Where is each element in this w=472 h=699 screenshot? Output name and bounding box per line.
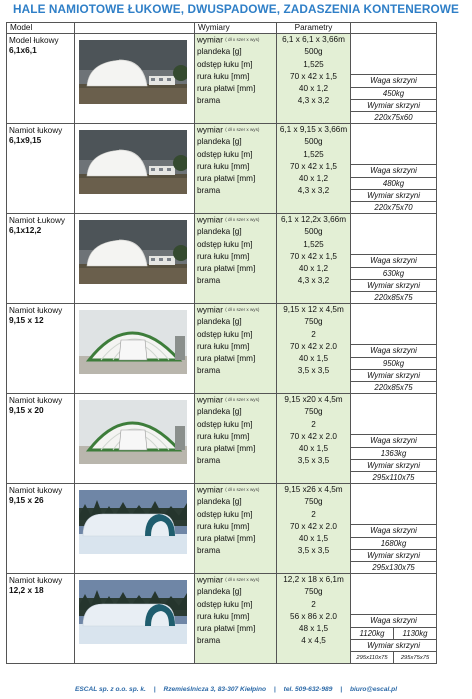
label-brama: brama bbox=[197, 186, 221, 196]
photo-cell bbox=[75, 394, 195, 484]
param-labels-cell bbox=[195, 214, 277, 304]
label-brama: brama bbox=[197, 366, 221, 376]
value-wymiar: 6,1 x 6,1 x 3,66m bbox=[282, 35, 345, 45]
label-rura-platwi: rura płatwi [mm] bbox=[197, 623, 256, 633]
label-wymiar: wymiar ( dł x szer x wys) bbox=[197, 305, 260, 315]
param-labels-cell bbox=[195, 394, 277, 484]
model-name: Namiot łukowy bbox=[9, 396, 63, 406]
footer-company: ESCAL sp. z o.o. sp. k. bbox=[74, 686, 146, 693]
footer-separator: | bbox=[153, 686, 156, 693]
crate-weight-label: Waga skrzyni bbox=[351, 614, 436, 626]
photo-cell bbox=[75, 484, 195, 574]
label-rura-luku: rura łuku [mm] bbox=[197, 251, 250, 261]
value-wymiar: 12,2 x 18 x 6,1m bbox=[283, 575, 344, 585]
table-row bbox=[7, 214, 437, 304]
value-plandeka: 500g bbox=[304, 227, 323, 237]
label-rura-luku: rura łuku [mm] bbox=[197, 521, 250, 531]
crate-weight-value: 1120kg bbox=[359, 628, 385, 638]
tent-photo-white-tent-cloudy bbox=[79, 220, 187, 284]
model-cell bbox=[7, 304, 75, 394]
header-dims: Wymiary bbox=[195, 23, 277, 34]
value-rura-luku: 56 x 86 x 2.0 bbox=[290, 611, 337, 621]
model-size: 6,1x9,15 bbox=[9, 134, 42, 145]
label-brama: brama bbox=[197, 456, 221, 466]
value-odstep: 2 bbox=[311, 509, 316, 519]
value-rura-platwi: 40 x 1,5 bbox=[298, 533, 329, 543]
label-rura-luku: rura łuku [mm] bbox=[197, 431, 250, 441]
spec-table bbox=[6, 22, 437, 664]
label-brama: brama bbox=[197, 546, 221, 556]
label-rura-luku: rura łuku [mm] bbox=[197, 341, 250, 351]
value-wymiar: 9,15 x26 x 4,5m bbox=[284, 485, 343, 495]
param-values-cell bbox=[277, 34, 351, 124]
photo-cell bbox=[75, 214, 195, 304]
footer-separator: | bbox=[273, 686, 276, 693]
footer bbox=[0, 686, 472, 693]
label-odstep: odstęp łuku [m] bbox=[197, 419, 253, 429]
crate-size-label: Wymiar skrzyni bbox=[351, 279, 436, 291]
value-brama: 3,5 x 3,5 bbox=[297, 546, 330, 556]
crate-cell bbox=[351, 484, 437, 574]
label-rura-platwi: rura płatwi [mm] bbox=[197, 173, 256, 183]
crate-weight-value: 1680kg bbox=[351, 537, 436, 549]
crate-table bbox=[351, 254, 436, 303]
label-odstep: odstęp łuku [m] bbox=[197, 599, 253, 609]
model-size: 9,15 x 26 bbox=[9, 494, 44, 505]
model-cell bbox=[7, 484, 75, 574]
value-odstep: 1,525 bbox=[303, 59, 324, 69]
crate-cell bbox=[351, 214, 437, 304]
crate-cell bbox=[351, 124, 437, 214]
crate-table bbox=[351, 164, 436, 213]
crate-size-label: Wymiar skrzyni bbox=[351, 459, 436, 471]
label-brama: brama bbox=[197, 636, 221, 646]
header-photo bbox=[75, 23, 195, 34]
value-brama: 3,5 x 3,5 bbox=[297, 456, 330, 466]
model-cell bbox=[7, 124, 75, 214]
value-rura-luku: 70 x 42 x 2.0 bbox=[290, 521, 337, 531]
value-rura-platwi: 40 x 1,2 bbox=[298, 173, 329, 183]
table-row bbox=[7, 124, 437, 214]
label-brama: brama bbox=[197, 96, 221, 106]
label-plandeka: plandeka [g] bbox=[197, 137, 242, 147]
label-rura-luku: rura łuku [mm] bbox=[197, 161, 250, 171]
value-rura-platwi: 40 x 1,5 bbox=[298, 443, 329, 453]
crate-table bbox=[351, 344, 436, 393]
crate-cell bbox=[351, 34, 437, 124]
model-name: Namiot Łukowy bbox=[9, 216, 65, 226]
crate-weight-value: 950kg bbox=[351, 357, 436, 369]
value-odstep: 2 bbox=[311, 329, 316, 339]
label-wymiar: wymiar ( dł x szer x wys) bbox=[197, 125, 260, 135]
crate-weight-value: 480kg bbox=[351, 177, 436, 189]
param-labels-cell bbox=[195, 34, 277, 124]
value-brama: 4,3 x 3,2 bbox=[297, 276, 330, 286]
footer-phone: tel. 509-632-989 bbox=[283, 686, 333, 693]
crate-weight-value: 450kg bbox=[351, 87, 436, 99]
param-values-cell bbox=[277, 484, 351, 574]
photo-cell bbox=[75, 34, 195, 124]
crate-cell bbox=[351, 304, 437, 394]
crate-size-value: 220x85x75 bbox=[351, 381, 436, 393]
model-cell bbox=[7, 34, 75, 124]
crate-weight-label: Waga skrzyni bbox=[351, 434, 436, 446]
param-values-cell bbox=[277, 124, 351, 214]
model-size: 9,15 x 20 bbox=[9, 404, 44, 415]
label-brama: brama bbox=[197, 276, 221, 286]
footer-address: Rzemieślnicza 3, 83-307 Kiełpino bbox=[163, 686, 267, 693]
crate-weight-value: 630kg bbox=[351, 267, 436, 279]
tent-photo-winter-hall bbox=[79, 490, 187, 554]
model-name: Namiot łukowy bbox=[9, 306, 63, 316]
table-row bbox=[7, 304, 437, 394]
crate-weight-values bbox=[351, 627, 436, 639]
table-row bbox=[7, 34, 437, 124]
label-plandeka: plandeka [g] bbox=[197, 227, 242, 237]
header-extra bbox=[351, 23, 437, 34]
label-odstep: odstęp łuku [m] bbox=[197, 509, 253, 519]
label-odstep: odstęp łuku [m] bbox=[197, 239, 253, 249]
value-rura-luku: 70 x 42 x 2.0 bbox=[290, 431, 337, 441]
label-wymiar: wymiar ( dł x szer x wys) bbox=[197, 395, 260, 405]
label-rura-luku: rura łuku [mm] bbox=[197, 71, 250, 81]
value-wymiar: 9,15 x20 x 4,5m bbox=[284, 395, 343, 405]
crate-size-value: 220x75x70 bbox=[351, 201, 436, 213]
value-rura-luku: 70 x 42 x 2.0 bbox=[290, 341, 337, 351]
crate-size-label: Wymiar skrzyni bbox=[351, 369, 436, 381]
label-wymiar: wymiar ( dł x szer x wys) bbox=[197, 35, 260, 45]
value-rura-platwi: 40 x 1,2 bbox=[298, 263, 329, 273]
crate-table bbox=[351, 524, 436, 573]
crate-size-value: 295x110x75 bbox=[356, 655, 388, 662]
crate-size-label: Wymiar skrzyni bbox=[351, 99, 436, 111]
crate-size-label: Wymiar skrzyni bbox=[351, 189, 436, 201]
value-rura-platwi: 40 x 1,2 bbox=[298, 83, 329, 93]
value-wymiar: 6,1 x 9,15 x 3,66m bbox=[279, 125, 348, 135]
value-brama: 4,3 x 3,2 bbox=[297, 96, 330, 106]
table-row bbox=[7, 484, 437, 574]
value-plandeka: 500g bbox=[304, 47, 323, 57]
value-odstep: 1,525 bbox=[303, 149, 324, 159]
model-cell bbox=[7, 394, 75, 484]
model-cell bbox=[7, 574, 75, 664]
param-values-cell bbox=[277, 304, 351, 394]
value-odstep: 1,525 bbox=[303, 239, 324, 249]
crate-weight-label: Waga skrzyni bbox=[351, 524, 436, 536]
model-name: Namiot łukowy bbox=[9, 576, 63, 586]
crate-cell bbox=[351, 394, 437, 484]
table-header-row bbox=[7, 23, 437, 34]
model-cell bbox=[7, 214, 75, 304]
crate-size-value: 295x130x75 bbox=[351, 561, 436, 573]
crate-size-label: Wymiar skrzyni bbox=[351, 639, 436, 651]
label-rura-platwi: rura płatwi [mm] bbox=[197, 83, 256, 93]
value-rura-luku: 70 x 42 x 1,5 bbox=[290, 251, 337, 261]
label-plandeka: plandeka [g] bbox=[197, 587, 242, 597]
value-rura-luku: 70 x 42 x 1,5 bbox=[290, 161, 337, 171]
crate-size-value: 295x75x75 bbox=[393, 652, 436, 663]
label-plandeka: plandeka [g] bbox=[197, 497, 242, 507]
label-rura-platwi: rura płatwi [mm] bbox=[197, 353, 256, 363]
value-brama: 3,5 x 3,5 bbox=[297, 366, 330, 376]
value-plandeka: 500g bbox=[304, 137, 323, 147]
model-size: 12,2 x 18 bbox=[9, 584, 44, 595]
crate-size-value: 295x110x75 bbox=[351, 471, 436, 483]
model-size: 6,1x12,2 bbox=[9, 224, 42, 235]
photo-cell bbox=[75, 124, 195, 214]
value-plandeka: 750g bbox=[304, 587, 323, 597]
crate-cell bbox=[351, 574, 437, 664]
model-name: Namiot łukowy bbox=[9, 486, 63, 496]
crate-weight-label: Waga skrzyni bbox=[351, 254, 436, 266]
model-name: Namiot łukowy bbox=[9, 126, 63, 136]
crate-weight-label: Waga skrzyni bbox=[351, 344, 436, 356]
value-brama: 4,3 x 3,2 bbox=[297, 186, 330, 196]
param-values-cell bbox=[277, 394, 351, 484]
header-params: Parametry bbox=[277, 23, 351, 34]
label-wymiar: wymiar ( dł x szer x wys) bbox=[197, 485, 260, 495]
model-name: Model łukowy bbox=[9, 36, 59, 46]
crate-weight-label: Waga skrzyni bbox=[351, 74, 436, 86]
param-labels-cell bbox=[195, 574, 277, 664]
param-labels-cell bbox=[195, 484, 277, 574]
value-odstep: 2 bbox=[311, 599, 316, 609]
crate-table bbox=[351, 614, 436, 663]
crate-size-values bbox=[351, 651, 436, 663]
crate-weight-label: Waga skrzyni bbox=[351, 164, 436, 176]
value-rura-platwi: 48 x 1,5 bbox=[298, 623, 329, 633]
param-values-cell bbox=[277, 574, 351, 664]
label-odstep: odstęp łuku [m] bbox=[197, 329, 253, 339]
value-plandeka: 750g bbox=[304, 497, 323, 507]
label-plandeka: plandeka [g] bbox=[197, 407, 242, 417]
param-values-cell bbox=[277, 214, 351, 304]
header-model: Model bbox=[7, 23, 75, 34]
value-plandeka: 750g bbox=[304, 317, 323, 327]
footer-email[interactable]: biuro@escal.pl bbox=[349, 686, 398, 693]
crate-weight-value: 1130kg bbox=[393, 628, 436, 639]
tent-photo-winter-hall bbox=[79, 580, 187, 644]
label-wymiar: wymiar ( dł x szer x wys) bbox=[197, 575, 260, 585]
crate-table bbox=[351, 434, 436, 483]
value-rura-platwi: 40 x 1,5 bbox=[298, 353, 329, 363]
label-plandeka: plandeka [g] bbox=[197, 317, 242, 327]
value-rura-luku: 70 x 42 x 1,5 bbox=[290, 71, 337, 81]
label-rura-luku: rura łuku [mm] bbox=[197, 611, 250, 621]
crate-table bbox=[351, 74, 436, 123]
param-labels-cell bbox=[195, 124, 277, 214]
tent-photo-green-frame-hall bbox=[79, 400, 187, 464]
value-odstep: 2 bbox=[311, 419, 316, 429]
label-odstep: odstęp łuku [m] bbox=[197, 59, 253, 69]
crate-size-value: 220x85x75 bbox=[351, 291, 436, 303]
param-labels-cell bbox=[195, 304, 277, 394]
label-plandeka: plandeka [g] bbox=[197, 47, 242, 57]
photo-cell bbox=[75, 574, 195, 664]
tent-photo-white-tent-cloudy bbox=[79, 40, 187, 104]
label-odstep: odstęp łuku [m] bbox=[197, 149, 253, 159]
label-wymiar: wymiar ( dł x szer x wys) bbox=[197, 215, 260, 225]
label-rura-platwi: rura płatwi [mm] bbox=[197, 263, 256, 273]
photo-cell bbox=[75, 304, 195, 394]
crate-size-value: 220x75x60 bbox=[351, 111, 436, 123]
label-rura-platwi: rura płatwi [mm] bbox=[197, 443, 256, 453]
crate-weight-value: 1363kg bbox=[351, 447, 436, 459]
tent-photo-white-tent-cloudy bbox=[79, 130, 187, 194]
value-wymiar: 6,1 x 12,2x 3,66m bbox=[280, 215, 347, 225]
footer-separator: | bbox=[340, 686, 343, 693]
value-brama: 4 x 4,5 bbox=[301, 636, 326, 646]
label-rura-platwi: rura płatwi [mm] bbox=[197, 533, 256, 543]
value-plandeka: 750g bbox=[304, 407, 323, 417]
model-size: 6,1x6,1 bbox=[9, 44, 37, 55]
tent-photo-green-frame-hall bbox=[79, 310, 187, 374]
value-wymiar: 9,15 x 12 x 4,5m bbox=[283, 305, 344, 315]
table-row bbox=[7, 574, 437, 664]
crate-size-label: Wymiar skrzyni bbox=[351, 549, 436, 561]
table-row bbox=[7, 394, 437, 484]
model-size: 9,15 x 12 bbox=[9, 314, 44, 325]
page-title: HALE NAMIOTOWE ŁUKOWE, DWUSPADOWE, ZADASZENIA KONTENEROWE bbox=[13, 2, 459, 16]
